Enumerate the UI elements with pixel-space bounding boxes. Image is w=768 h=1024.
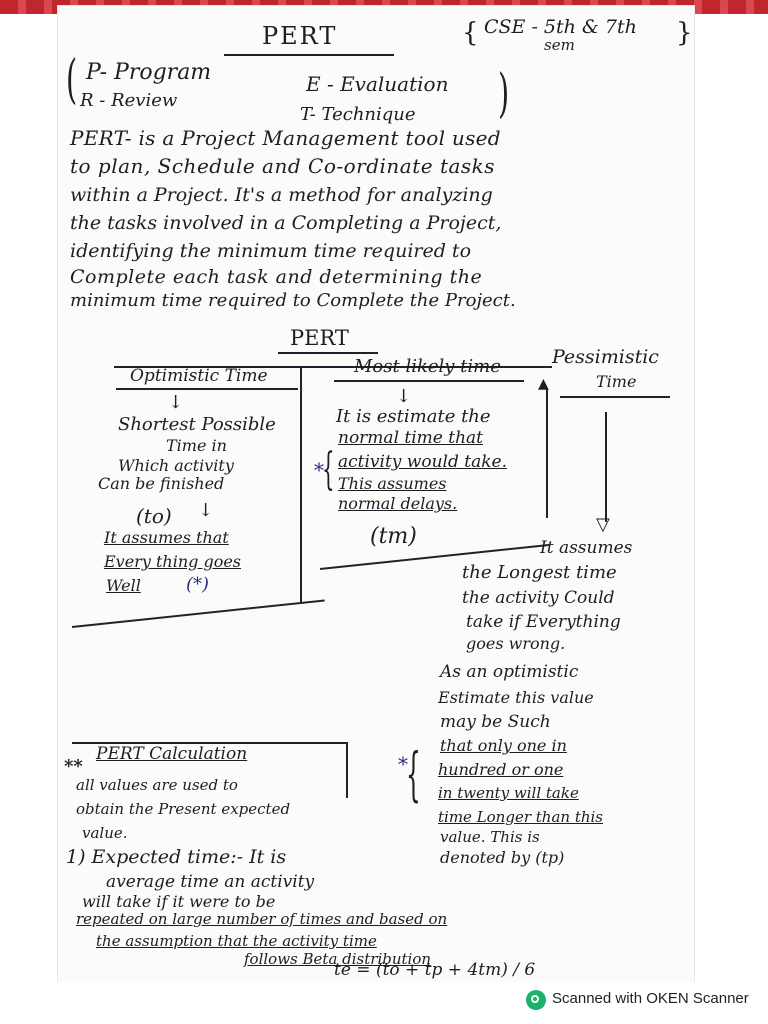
most-likely-line-4: This assumes	[338, 474, 447, 493]
pessimistic-line-7: Estimate this value	[438, 688, 594, 707]
optimistic-assumption-1: It assumes that	[104, 528, 229, 547]
expected-line-6: follows Beta distribution	[244, 950, 432, 968]
expected-line-2: average time an activity	[106, 872, 315, 892]
paren-left: (	[66, 50, 78, 110]
title-underline	[224, 54, 394, 56]
optimistic-arrow: ↓	[168, 392, 184, 413]
definition-line-4: the tasks involved in a Completing a Project,	[70, 212, 502, 234]
most-likely-arrow: ↓	[396, 386, 412, 407]
optimistic-arrow-2: ↓	[198, 500, 214, 521]
most-likely-heading-underline	[334, 380, 524, 382]
page-title: PERT	[262, 22, 338, 50]
definition-line-1: PERT- is a Project Management tool used	[70, 126, 501, 150]
optimistic-heading-underline	[116, 388, 298, 390]
pessimistic-line-2: the Longest time	[462, 562, 617, 583]
pessimistic-line-14: denoted by (tp)	[440, 848, 565, 867]
brace-left: {	[462, 18, 479, 48]
pessimistic-line-8: may be Such	[440, 712, 551, 732]
pessimistic-line-5: goes wrong.	[466, 634, 566, 653]
pessimistic-heading: Pessimistic	[552, 346, 659, 368]
pessimistic-line-1: It assumes	[540, 538, 633, 558]
most-likely-line-2: normal time that	[338, 428, 484, 448]
acronym-r: R - Review	[80, 90, 178, 111]
pessimistic-line-6: As an optimistic	[440, 662, 579, 682]
optimistic-assumption-3: Well	[106, 576, 141, 595]
acronym-p: P- Program	[86, 60, 212, 85]
paren-right: )	[498, 64, 510, 124]
expected-line-4: repeated on large number of times and based on	[76, 910, 448, 928]
most-likely-line-3: activity would take.	[338, 452, 507, 472]
expected-line-5: the assumption that the activity time	[96, 932, 377, 950]
definition-line-7: minimum time required to Complete the Project.	[70, 290, 516, 311]
pessimistic-heading-2: Time	[596, 372, 637, 391]
pessimistic-star-mark: *	[398, 752, 408, 776]
pessimistic-line-9: that only one in	[440, 736, 567, 755]
pessimistic-line-13: value. This is	[440, 828, 540, 846]
definition-line-6: Complete each task and determining the	[70, 266, 483, 288]
scanner-logo-icon	[526, 990, 546, 1010]
pessimistic-line-12: time Longer than this	[438, 808, 604, 826]
most-likely-brace: {	[322, 444, 335, 495]
pessimistic-line-11: in twenty will take	[438, 784, 579, 802]
optimistic-line-4: Can be finished	[98, 474, 225, 493]
diagram-title-underline	[278, 352, 378, 354]
calculation-side-line	[346, 742, 348, 798]
pessimistic-line-4: take if Everything	[466, 612, 621, 632]
optimistic-star-mark: (*)	[186, 574, 210, 595]
most-likely-line-5: normal delays.	[338, 494, 458, 513]
optimistic-assumption-2: Every thing goes	[104, 552, 241, 571]
most-likely-star-mark: *	[314, 458, 324, 482]
calculation-intro-2: obtain the Present expected	[76, 800, 291, 818]
diagram-title: PERT	[290, 326, 349, 350]
divider-left	[300, 366, 302, 602]
divider-right	[546, 388, 548, 518]
calculation-heading: PERT Calculation	[96, 744, 248, 764]
expected-formula: te = (to + tp + 4tm) / 6	[334, 960, 536, 980]
calculation-mark: **	[64, 756, 83, 777]
definition-line-3: within a Project. It's a method for analyzing	[70, 184, 493, 206]
expected-line-1: 1) Expected time:- It is	[66, 846, 287, 868]
calculation-intro-1: all values are used to	[76, 776, 238, 794]
scanner-watermark: Scanned with OKEN Scanner	[552, 990, 749, 1007]
expected-line-3: will take if it were to be	[82, 892, 276, 911]
calculation-intro-3: value.	[82, 824, 128, 842]
definition-line-2: to plan, Schedule and Co-ordinate tasks	[70, 154, 496, 178]
semester-label: sem	[544, 36, 575, 54]
pessimistic-line-10: hundred or one	[438, 760, 564, 779]
optimistic-line-1: Shortest Possible	[118, 414, 276, 435]
course-label: CSE - 5th & 7th	[484, 16, 637, 38]
pessimistic-line-3: the activity Could	[462, 588, 615, 608]
pessimistic-arrow-shaft	[605, 412, 607, 522]
optimistic-line-2: Time in	[166, 436, 227, 455]
brace-right: }	[676, 18, 693, 48]
acronym-t: T- Technique	[300, 104, 416, 125]
most-likely-symbol: (tm)	[370, 524, 417, 549]
optimistic-symbol: (to)	[136, 504, 172, 528]
pessimistic-heading-underline	[560, 396, 670, 398]
optimistic-heading: Optimistic Time	[130, 366, 268, 386]
most-likely-heading: Most likely time	[354, 356, 501, 377]
divider-right-arrowhead: ▲	[538, 376, 549, 392]
acronym-e: E - Evaluation	[306, 72, 449, 96]
optimistic-line-3: Which activity	[118, 456, 234, 475]
most-likely-line-1: It is estimate the	[336, 406, 491, 427]
definition-line-5: identifying the minimum time required to	[70, 240, 472, 262]
pessimistic-brace: {	[406, 740, 421, 808]
pessimistic-arrowhead: ▽	[596, 514, 610, 535]
